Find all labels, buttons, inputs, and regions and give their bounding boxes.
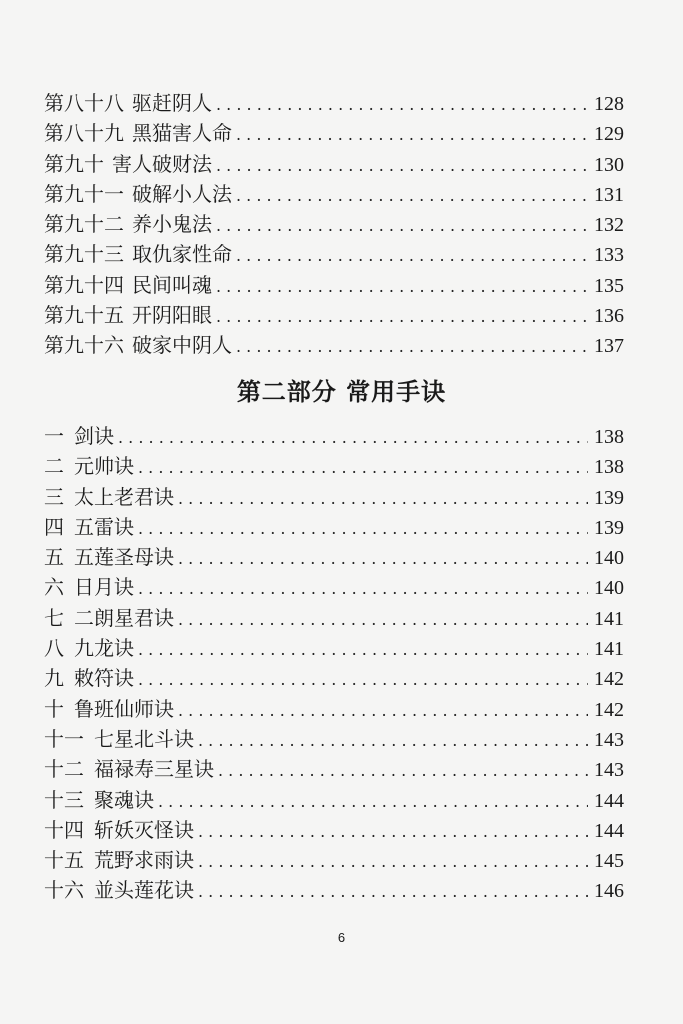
toc-entry-title: 二朗星君诀 — [74, 605, 174, 630]
toc-entry-number: 十二 — [44, 757, 84, 782]
toc-entry — [44, 300, 624, 330]
toc-entry-title: 元帅诀 — [74, 454, 134, 479]
toc-leader-dots — [198, 726, 588, 756]
page-number: 6 — [337, 930, 346, 945]
toc-entry-title: 养小鬼法 — [132, 212, 212, 237]
toc-entry-title: 驱赶阴人 — [132, 91, 212, 115]
toc-entry-title: 並头莲花诀 — [94, 878, 194, 903]
toc-entry — [44, 785, 624, 815]
toc-entry-page: 128 — [594, 93, 624, 115]
toc-entry-page: 142 — [594, 668, 624, 691]
toc-leader-dots — [138, 635, 588, 665]
toc-leader-dots — [236, 120, 588, 150]
toc-entry-number: 第九十一 — [44, 181, 124, 206]
toc-entry-number: 十五 — [44, 848, 84, 873]
toc-entry — [44, 512, 624, 542]
toc-entry-number: 七 — [44, 605, 64, 630]
toc-entry-number: 一 — [44, 424, 64, 448]
toc-leader-dots — [138, 574, 588, 604]
toc-entry-number: 十六 — [44, 878, 84, 903]
toc-leader-dots — [216, 272, 588, 302]
toc-entry-page: 135 — [594, 274, 624, 297]
toc-entry — [44, 149, 624, 179]
toc-entry-title: 民间叫魂 — [132, 272, 212, 297]
toc-leader-dots — [138, 453, 588, 483]
toc-entry-title: 取仇家性命 — [132, 242, 232, 267]
toc-entry-number: 第九十五 — [44, 303, 124, 328]
toc-entry-number: 十四 — [44, 817, 84, 842]
toc-entry — [44, 542, 624, 572]
toc-leader-dots — [236, 181, 588, 211]
toc-entry-title: 破解小人法 — [132, 181, 232, 206]
toc-entry-number: 十一 — [44, 726, 84, 751]
toc-leader-dots — [198, 817, 588, 847]
toc-leader-dots — [138, 514, 588, 544]
toc-entry — [44, 572, 624, 602]
toc-entry-number: 八 — [44, 636, 64, 661]
section-heading: 第二部分 常用手诀 — [236, 378, 447, 406]
toc-entry — [44, 815, 624, 845]
toc-entry-number: 第九十 — [44, 151, 104, 176]
toc-entry-page: 136 — [594, 305, 624, 328]
toc-entry — [44, 875, 624, 905]
toc-entry-page: 138 — [594, 426, 624, 448]
toc-entry — [44, 633, 624, 663]
toc-entry-page: 129 — [594, 123, 624, 146]
toc-entry-page: 142 — [594, 698, 624, 721]
toc-entry-number: 第八十八 — [44, 91, 124, 115]
toc-entry — [44, 179, 624, 209]
toc-entry — [44, 724, 624, 754]
toc-entry-number: 四 — [44, 514, 64, 539]
toc-entry-page: 133 — [594, 244, 624, 267]
toc-leader-dots — [216, 90, 588, 120]
toc-entry — [44, 421, 624, 451]
toc-leader-dots — [118, 423, 588, 453]
toc-entry-title: 开阴阳眼 — [132, 303, 212, 328]
toc-entry-title: 黑猫害人命 — [132, 121, 232, 146]
toc-entry-title: 荒野求雨诀 — [94, 848, 194, 873]
toc-entry — [44, 209, 624, 239]
toc-leader-dots — [178, 544, 588, 574]
toc-leader-dots — [216, 302, 588, 332]
toc-leader-dots — [198, 877, 588, 907]
toc-entry-number: 第九十二 — [44, 212, 124, 237]
toc-entry-page: 131 — [594, 183, 624, 206]
toc-entry-number: 十三 — [44, 787, 84, 812]
toc-leader-dots — [178, 696, 588, 726]
toc-entry-page: 144 — [594, 819, 624, 842]
toc-entry-number: 第九十三 — [44, 242, 124, 267]
toc-entry-page: 141 — [594, 607, 624, 630]
toc-entry-page: 130 — [594, 153, 624, 176]
toc-entry — [44, 118, 624, 148]
toc-entry-title: 剑诀 — [74, 424, 114, 448]
toc-leader-dots — [198, 847, 588, 877]
toc-entry-page: 145 — [594, 850, 624, 873]
toc-entry — [44, 754, 624, 784]
toc-entry-title: 太上老君诀 — [74, 484, 174, 509]
toc-list-part-two — [44, 421, 624, 906]
toc-entry-page: 146 — [594, 880, 624, 903]
toc-leader-dots — [158, 787, 588, 817]
toc-entry — [44, 663, 624, 693]
toc-leader-dots — [218, 756, 588, 786]
toc-list-part-one — [44, 88, 624, 361]
toc-entry-page: 141 — [594, 638, 624, 661]
toc-entry — [44, 451, 624, 481]
toc-entry-page: 132 — [594, 214, 624, 237]
toc-entry-title: 五莲圣母诀 — [74, 545, 174, 570]
toc-entry-number: 九 — [44, 666, 64, 691]
toc-entry-title: 斩妖灭怪诀 — [94, 817, 194, 842]
toc-leader-dots — [178, 484, 588, 514]
toc-entry-title: 敕符诀 — [74, 666, 134, 691]
toc-entry-page: 137 — [594, 335, 624, 358]
toc-entry — [44, 88, 624, 118]
toc-entry-number: 三 — [44, 484, 64, 509]
toc-entry-page: 139 — [594, 486, 624, 509]
toc-leader-dots — [216, 151, 588, 181]
toc-entry-page: 140 — [594, 547, 624, 570]
toc-leader-dots — [216, 211, 588, 241]
toc-entry-title: 日月诀 — [74, 575, 134, 600]
toc-entry-number: 六 — [44, 575, 64, 600]
toc-leader-dots — [138, 665, 588, 695]
toc-entry-title: 七星北斗诀 — [94, 726, 194, 751]
toc-entry-number: 二 — [44, 454, 64, 479]
toc-entry — [44, 845, 624, 875]
toc-entry-number: 十 — [44, 696, 64, 721]
toc-entry — [44, 603, 624, 633]
toc-entry-title: 鲁班仙师诀 — [74, 696, 174, 721]
toc-entry-page: 143 — [594, 759, 624, 782]
toc-entry-number: 五 — [44, 545, 64, 570]
toc-entry-page: 143 — [594, 728, 624, 751]
toc-entry — [44, 694, 624, 724]
toc-entry — [44, 270, 624, 300]
toc-entry-title: 九龙诀 — [74, 636, 134, 661]
toc-leader-dots — [236, 332, 588, 362]
toc-entry-title: 聚魂诀 — [94, 787, 154, 812]
toc-entry-title: 破家中阴人 — [132, 333, 232, 358]
toc-entry-title: 害人破财法 — [112, 151, 212, 176]
toc-entry — [44, 239, 624, 269]
toc-entry-page: 138 — [594, 456, 624, 479]
toc-entry — [44, 330, 624, 360]
toc-leader-dots — [178, 605, 588, 635]
toc-entry-number: 第八十九 — [44, 121, 124, 146]
toc-entry-number: 第九十六 — [44, 333, 124, 358]
toc-entry-number: 第九十四 — [44, 272, 124, 297]
toc-entry-title: 福禄寿三星诀 — [94, 757, 214, 782]
toc-entry-page: 139 — [594, 516, 624, 539]
toc-entry-title: 五雷诀 — [74, 514, 134, 539]
toc-entry — [44, 482, 624, 512]
toc-entry-page: 144 — [594, 789, 624, 812]
toc-leader-dots — [236, 241, 588, 271]
toc-entry-page: 140 — [594, 577, 624, 600]
